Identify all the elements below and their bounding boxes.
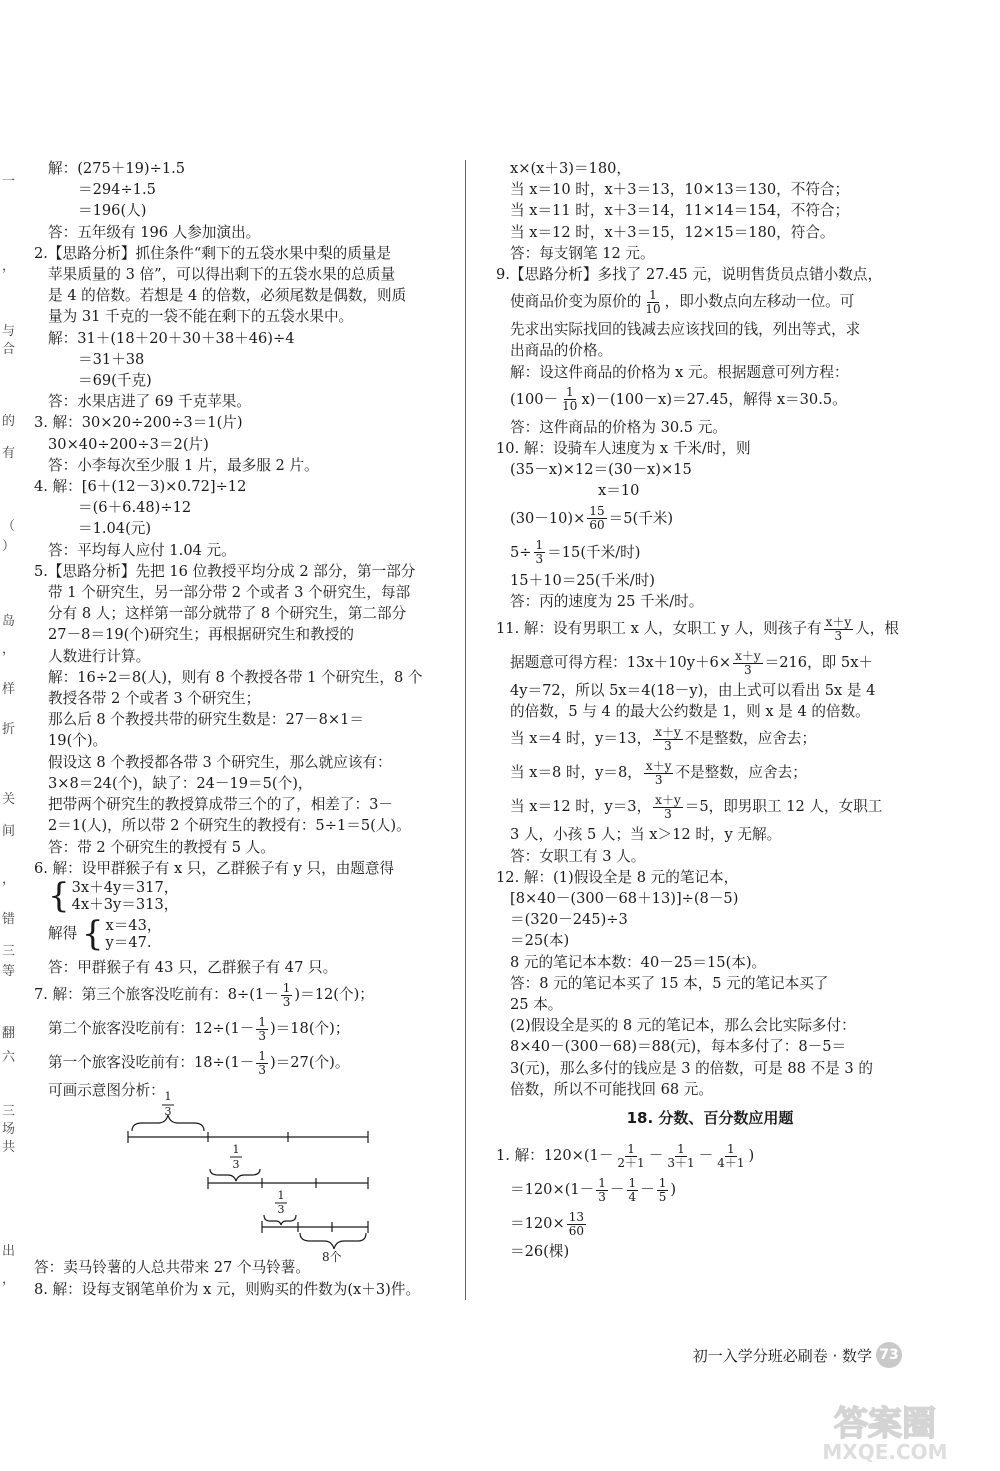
problem-5-heading: 5.【思路分析】先把 16 位教授平均分成 2 部分，第一部分: [34, 562, 416, 580]
page-number: 73: [876, 1342, 902, 1368]
text-line: 解：设这件商品的价格为 x 元。根据题意可列方程：: [510, 363, 849, 381]
text-line: 使商品价变为原价的 $\frac{1}{10}$ ，即小数点向左移动一位。可: [510, 287, 855, 316]
text-line: 第二个旅客没吃前有：12÷(1－ $\frac{1}{3}$ )＝18(个)；: [48, 1014, 350, 1043]
fraction-label-top-den: 3: [164, 1105, 172, 1119]
answer-line: 答：8 元的笔记本买了 15 本，5 元的笔记本买了: [510, 974, 829, 992]
problem-12-heading: 12. 解：(1)假设全是 8 元的笔记本，: [496, 868, 739, 886]
text-line: 可画示意图分析：: [48, 1082, 165, 1100]
text-line: 27－8＝19(个)研究生；再根据研究生和教授的: [48, 626, 354, 644]
text-line: ＝196(人): [78, 202, 147, 220]
problem-3-heading: 3. 解：30×20÷200÷3＝1(片): [34, 414, 243, 432]
text-line: 19(个)。: [48, 732, 108, 750]
text-line: ＝69(千克): [78, 372, 152, 390]
text-line: 苹果质量的 3 倍”，可以得出剩下的五袋水果的总质量: [48, 266, 396, 284]
text-line: 3×8＝24(个)，缺了：24－19＝5(个)，: [48, 774, 313, 792]
text-line: 人数进行计算。: [48, 647, 151, 665]
column-divider: [465, 160, 466, 1300]
text-line: ＝25(本): [510, 932, 570, 950]
problem-7-heading: 7. 解：第三个旅客没吃前有：8÷(1－ $\frac{1}{3}$ )＝12(个)；: [34, 980, 374, 1009]
text-line: 出商品的价格。: [510, 342, 613, 360]
text-line: 5÷ $\frac{1}{3}$ ＝15(千米/时): [510, 538, 641, 567]
section-title: 18. 分数、百分数应用题: [626, 1109, 794, 1128]
text-line: 假设这 8 个教授都各带 3 个研究生，那么就应该有：: [48, 753, 392, 771]
problem-8-heading: 8. 解：设每支钢笔单价为 x 元，则购买的件数为(x＋3)件。: [34, 1280, 421, 1298]
equation-system: [34, 875, 454, 917]
watermark-logo: [790, 1395, 980, 1465]
problem-4-heading: 4. 解：[6＋(12－3)×0.72]÷12: [34, 478, 247, 496]
problem-11-heading: 11. 解：设有男职工 x 人，女职工 y 人，则孩子有 $\frac{x+y}{3}$ 人，根: [496, 614, 899, 643]
text-line: ＝120× $\frac{13}{60}$: [510, 1209, 584, 1238]
text-line: 先求出实际找回的钱减去应该找回的钱，列出等式，求: [510, 321, 861, 339]
text-line: 把带两个研究生的教授算成带三个的了，相差了：3－: [48, 796, 393, 814]
text-line: 第一个旅客没吃前有：18÷(1－ $\frac{1}{3}$ )＝27(个)。: [48, 1048, 350, 1077]
text-line: ＝120×(1－ $\frac{1}{3}$ － $\frac{1}{4}$ － $\frac{1}{5}$ ): [510, 1175, 677, 1204]
answer-line: 答：卖马铃薯的人总共带来 27 个马铃薯。: [34, 1259, 310, 1277]
text-line: 3 人，小孩 5 人；当 x＞12 时，y 无解。: [510, 826, 782, 844]
text-line: 当 x＝11 时，x＋3＝14，11×14＝154，不符合；: [510, 202, 850, 220]
text-line: (35－x)×12＝(30－x)×15: [510, 461, 692, 479]
problem-1-heading: 1. 解：120×(1－ $\frac{1}{2+1}$ － $\frac{1}{3+1}$ － $\frac{1}{4+1}$ ): [496, 1141, 755, 1170]
text-line: 解：31＋(18＋20＋30＋38＋46)÷4: [48, 329, 295, 347]
text-line: 当 x＝4 时，y＝13， $\frac{x+y}{3}$ 不是整数，应舍去；: [510, 724, 817, 753]
text-line: ＝294÷1.5: [78, 181, 156, 199]
answer-line: 答：甲群猴子有 43 只，乙群猴子有 47 只。: [48, 958, 338, 976]
text-line: 当 x＝12 时，y＝3， $\frac{x+y}{3}$ ＝5，即男职工 12 人，女职工: [510, 792, 883, 821]
left-margin-fragments: 一 ， 与 合 的 有 （ ） 岛 ， 样 折 关 间 ， 错 三 等 翻 六 三 场 共 出 ，: [2, 174, 16, 1287]
text-line: 解：(275＋19)÷1.5: [48, 160, 186, 177]
text-line: 15＋10＝25(千米/时): [510, 571, 655, 589]
text-line: ＝1.04(元): [78, 520, 152, 538]
fraction-label-low-den: 3: [277, 1203, 285, 1217]
text-line: 当 x＝12 时，x＋3＝15，12×15＝180，符合。: [510, 223, 835, 241]
equation-line: (100－ $\frac{1}{10}$ x)－(100－x)＝27.45，解得 x＝30.5。: [510, 385, 847, 414]
answer-line: 答：水果店进了 69 千克苹果。: [48, 393, 251, 411]
text-line: 8 元的笔记本本数：40－25＝15(本)。: [510, 953, 767, 971]
text-line: ＝(320－245)÷3: [510, 911, 628, 929]
label-8: 8个: [322, 1250, 342, 1265]
problem-2-heading: 2.【思路分析】抓住条件“剩下的五袋水果中梨的质量是: [34, 244, 392, 262]
svg-text:MXQE.COM: MXQE.COM: [822, 1440, 948, 1464]
left-column: [34, 158, 454, 1300]
text-line: 教授各带 2 个或者 3 个研究生；: [48, 690, 261, 708]
fraction-label-mid-num: 1: [232, 1143, 240, 1157]
text-line: 分有 8 人；这样第一部分就带了 8 个研究生，第二部分: [48, 605, 407, 623]
text-line: 据题意可得方程：13x＋10y＋6× $\frac{x+y}{3}$ ＝216，即 5x＋: [510, 648, 874, 677]
answer-line: 答：这件商品的价格为 30.5 元。: [510, 418, 727, 436]
problem-10-heading: 10. 解：设骑车人速度为 x 千米/时，则: [496, 440, 751, 458]
answer-line: 答：每支钢笔 12 元。: [510, 244, 655, 262]
text-line: 的倍数，5 与 4 的最大公约数是 1，则 x 是 4 的倍数。: [510, 703, 870, 721]
text-line: (2)假设全是买的 8 元的笔记本，那么会比实际多付：: [510, 1017, 856, 1035]
text-line: [8×40－(300－68＋13)]÷(8－5): [510, 890, 739, 908]
text-line: 3(元)，那么多付的钱应是 3 的倍数，可是 88 不是 3 的: [510, 1059, 873, 1077]
text-line: 当 x＝10 时，x＋3＝13，10×13＝130，不符合；: [510, 181, 850, 199]
problem-6-heading: 6. 解：设甲群猴子有 x 只，乙群猴子有 y 只，由题意得: [34, 859, 395, 877]
page-footer: [693, 1342, 902, 1368]
text-line: 倍数，所以不可能找回 68 元。: [510, 1080, 713, 1098]
answer-line: 答：平均每人应付 1.04 元。: [48, 541, 236, 559]
right-column: [496, 158, 910, 1263]
fraction-label-top-num: 1: [164, 1090, 172, 1104]
text-line: ＝(6＋6.48)÷12: [78, 499, 192, 517]
text-line: x×(x＋3)＝180，: [510, 160, 631, 177]
text-line: 当 x＝8 时，y＝8， $\frac{x+y}{3}$ 不是整数，应舍去；: [510, 758, 807, 787]
text-line: 解：16÷2＝8(人)，则有 8 个教授各带 1 个研究生，8 个: [48, 668, 423, 686]
text-line: 是 4 的倍数。若想是 4 的倍数，必须尾数是偶数，则质: [48, 287, 407, 305]
text-line: 量为 31 千克的一袋不能在剩下的五袋水果中。: [48, 308, 354, 326]
answer-line: 答：小李每次至少服 1 片，最多服 2 片。: [48, 456, 319, 474]
solution-system: 解得 { x＝43， y＝47.: [48, 913, 162, 954]
fraction-label-mid-den: 3: [232, 1158, 240, 1172]
text-line: x＝10: [598, 482, 640, 500]
text-line: 8×40－(300－68)＝88(元)，每本多付了：8－5＝: [510, 1038, 847, 1056]
fraction-label-low-num: 1: [277, 1189, 285, 1203]
text-line: (30－10)× $\frac{15}{60}$ ＝5(千米): [510, 504, 674, 533]
text-line: 带 1 个研究生，另一部分带 2 个或者 3 个研究生，每部: [48, 584, 411, 602]
svg-text:答案圈: 答案圈: [834, 1404, 936, 1444]
answer-line: 答：带 2 个研究生的教授有 5 人。: [48, 838, 275, 856]
text-line: 25 本。: [510, 996, 563, 1014]
problem-9-heading: 9.【思路分析】多找了 27.45 元，说明售货员点错小数点，: [496, 266, 883, 284]
text-line: ＝26(棵): [510, 1243, 570, 1261]
text-line: ＝31＋38: [78, 350, 145, 368]
answer-line: 答：丙的速度为 25 千米/时。: [510, 592, 704, 610]
text-line: 那么后 8 个教授共带的研究生数是：27－8×1＝: [48, 711, 365, 729]
brace-system: { 3x＋4y＝317， 4x＋3y＝313，: [48, 875, 179, 916]
text-line: 2＝1(人)，所以带 2 个研究生的教授有：5÷1＝5(人)。: [48, 817, 411, 835]
answer-line: 答：五年级有 196 人参加演出。: [48, 223, 261, 241]
book-title: 初一入学分班必刷卷 · 数学: [692, 1346, 872, 1365]
text-line: 4y＝72，所以 5x＝4(18－y)，由上式可以看出 5x 是 4: [510, 682, 876, 700]
watermark-svg: [790, 1395, 980, 1465]
text-line: 30×40÷200÷3＝2(片): [48, 435, 209, 453]
answer-line: 答：女职工有 3 人。: [510, 847, 646, 865]
